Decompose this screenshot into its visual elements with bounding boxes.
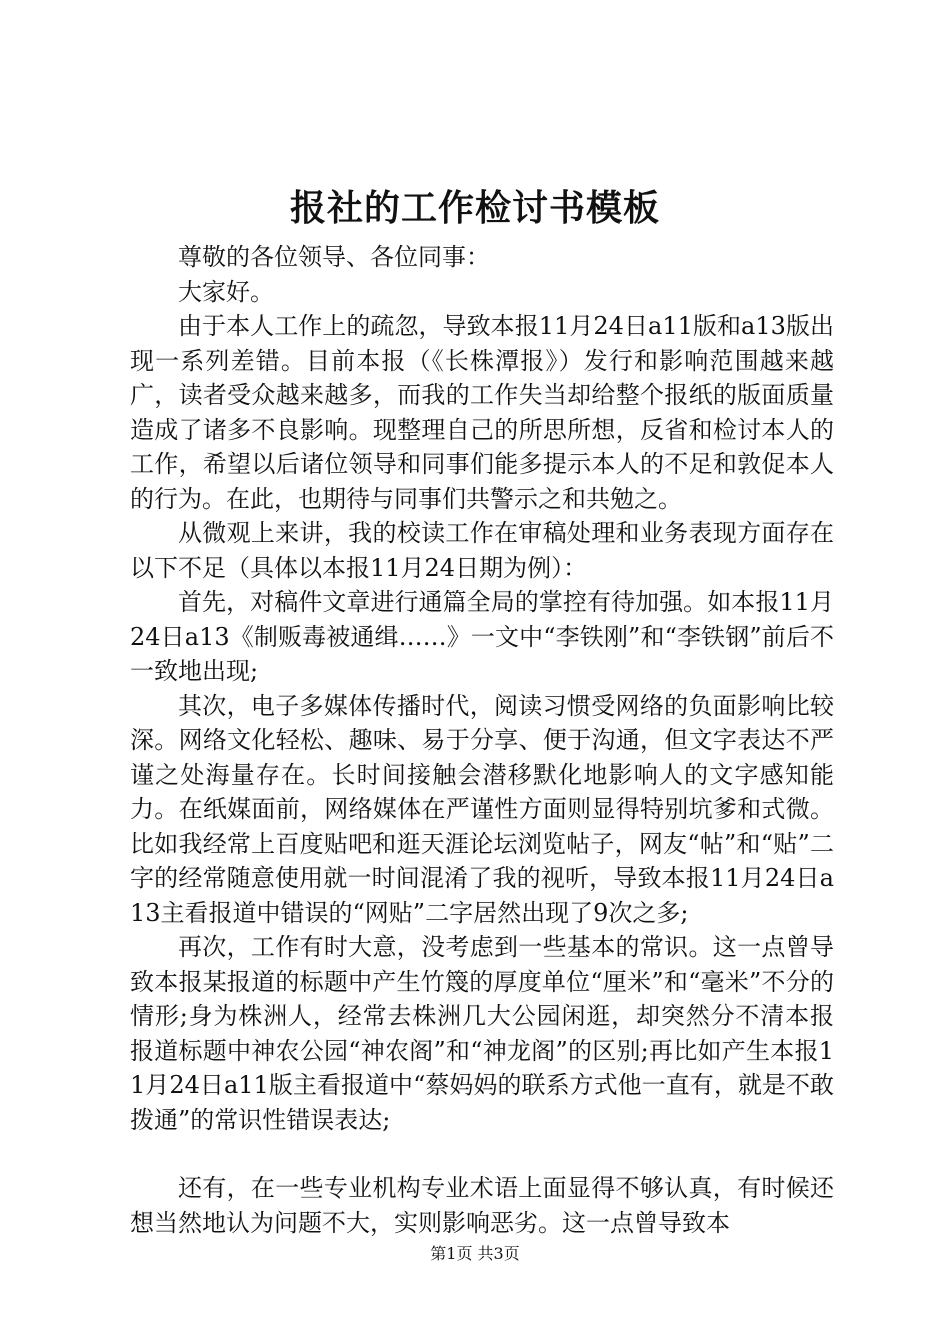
paragraph-intro: 由于本人工作上的疏忽，导致本报11月24日a11版和a13版出现一系列差错。目前本报（《长株潭报》）发行和影响范围越来越广，读者受众越来越多，而我的工作失当却给整个报纸的版面质量造成了诸多不良影响。现整理自己的所思所想，反省和检讨本人的工作，希望以后诸位领导和同事们能多提示本人的不足和敦促本人的行为。在此，也期待与同事们共警示之和共勉之。 — [130, 312, 834, 513]
document-body — [130, 240, 834, 1240]
paragraph-first: 首先，对稿件文章进行通篇全局的掌控有待加强。如本报11月24日a13《制贩毒被通缉……》一文中“李铁刚”和“李铁钢”前后不一致地出现; — [130, 588, 834, 685]
greeting: 大家好。 — [178, 277, 274, 306]
paragraph-third: 再次，工作有时大意，没考虑到一些基本的常识。这一点曾导致本报某报道的标题中产生竹篾的厚度单位“厘米”和“毫米”不分的情形;身为株洲人，经常去株洲几大公园闲逛，却突然分不清本报报道标题中神农公园“神农阁”和“神龙阁”的区别;再比如产生本报11月24日a11版主看报道中“蔡妈妈的联系方式他一直有，就是不敢拨通”的常识性错误表达; — [130, 933, 834, 1134]
paragraph-fourth: 还有，在一些专业机构专业术语上面显得不够认真，有时候还想当然地认为问题不大，实则影响恶劣。这一点曾导致本 — [130, 1174, 834, 1237]
document-title: 报社的工作检讨书模板 — [289, 187, 660, 229]
paragraph-second: 其次，电子多媒体传播时代，阅读习惯受网络的负面影响比较深。网络文化轻松、趣味、易于分享、便于沟通，但文字表达不严谨之处海量存在。长时间接触会潜移默化地影响人的文字感知能力。在纸媒面前，网络媒体在严谨性方面则显得特别坑爹和式微。比如我经常上百度贴吧和逛天涯论坛浏览帖子，网友“帖”和“贴”二字的经常随意使用就一时间混淆了我的视听，导致本报11月24日a13主看报道中错误的“网贴”二字居然出现了9次之多; — [130, 691, 834, 927]
paragraph-overview: 从微观上来讲，我的校读工作在审稿处理和业务表现方面存在以下不足（具体以本报11月24日期为例）： — [130, 519, 834, 582]
salutation: 尊敬的各位领导、各位同事： — [178, 243, 490, 271]
page-indicator: 第1页 共3页 — [430, 1244, 520, 1263]
